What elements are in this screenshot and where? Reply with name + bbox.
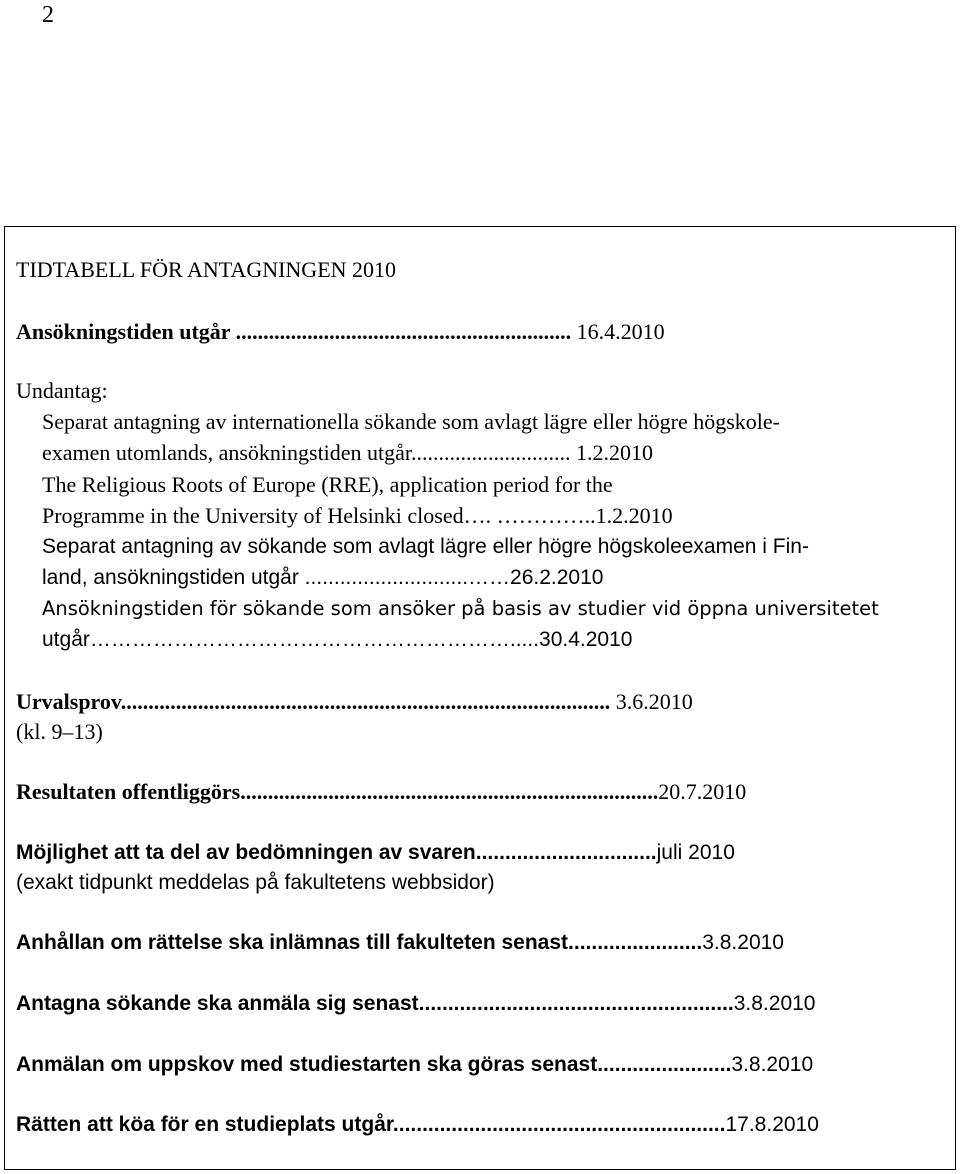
application-deadline-date: 16.4.2010 — [571, 319, 665, 344]
deferral-row — [16, 1052, 813, 1078]
queue-dots: ......................................................... — [392, 1113, 726, 1136]
correction-label: Anhållan om rättelse ska inlämnas till fakulteten senast — [16, 931, 569, 954]
review-date: juli 2010 — [656, 841, 735, 864]
results-date: 20.7.2010 — [658, 779, 747, 804]
queue-date: 17.8.2010 — [725, 1113, 819, 1136]
application-deadline-dots: ............................................................. — [235, 319, 572, 344]
review-note: (exakt tidpunkt meddelas på fakultetens webbsidor) — [16, 871, 495, 894]
review-label: Möjlighet att ta del av bedömningen av svaren — [16, 841, 476, 864]
queue-row — [16, 1112, 819, 1138]
entrance-exam-label: Urvalsprov — [16, 689, 121, 714]
exception-line-6: land, ansökningstiden utgår ............................……26.2.2010 — [42, 566, 604, 589]
deferral-dots: ....................... — [597, 1053, 732, 1076]
deferral-date: 3.8.2010 — [731, 1053, 814, 1076]
enrolment-dots: ...................................................... — [418, 992, 734, 1015]
review-row — [16, 840, 735, 866]
application-deadline-row — [16, 319, 665, 345]
correction-row — [16, 930, 784, 956]
deferral-label: Anmälan om uppskov med studiestarten ska göras senast — [16, 1053, 598, 1076]
results-row — [16, 779, 746, 805]
results-label: Resultaten offentliggörs — [16, 779, 241, 804]
review-dots: ............................... — [475, 841, 657, 864]
entrance-exam-dots: ......................................................................................... — [120, 689, 611, 714]
exception-line-7: Ansökningstiden för sökande som ansöker på basis av studier vid öppna universitetet — [42, 597, 879, 620]
exception-line-8: utgår…………………………………………………….....30.4.2010 — [42, 628, 633, 651]
enrolment-row — [16, 991, 815, 1017]
enrolment-date: 3.8.2010 — [733, 992, 816, 1015]
exception-line-1: Separat antagning av internationella sökande som avlagt lägre eller högre högskole- — [42, 409, 780, 434]
entrance-exam-note: (kl. 9–13) — [16, 719, 103, 744]
application-deadline-label: Ansökningstiden utgår — [16, 319, 236, 344]
exception-line-4: Programme in the University of Helsinki closed…. …………..1.2.2010 — [42, 503, 673, 528]
page-number: 2 — [42, 2, 54, 28]
correction-date: 3.8.2010 — [702, 931, 784, 954]
exception-line-2: examen utomlands, ansökningstiden utgår............................. 1.2.2010 — [42, 440, 654, 465]
queue-label: Rätten att köa för en studieplats utgår — [16, 1113, 393, 1136]
results-dots: ............................................................................ — [240, 779, 659, 804]
exception-line-3: The Religious Roots of Europe (RRE), application period for the — [42, 472, 613, 497]
entrance-exam-row — [16, 689, 693, 715]
correction-dots: ....................... — [568, 931, 703, 954]
entrance-exam-date: 3.6.2010 — [610, 689, 693, 714]
schedule-title: TIDTABELL FÖR ANTAGNINGEN 2010 — [16, 257, 397, 282]
enrolment-label: Antagna sökande ska anmäla sig senast — [16, 992, 419, 1015]
exception-line-5: Separat antagning av sökande som avlagt lägre eller högre högskoleexamen i Fin- — [42, 535, 809, 558]
exceptions-heading: Undantag: — [16, 378, 108, 403]
